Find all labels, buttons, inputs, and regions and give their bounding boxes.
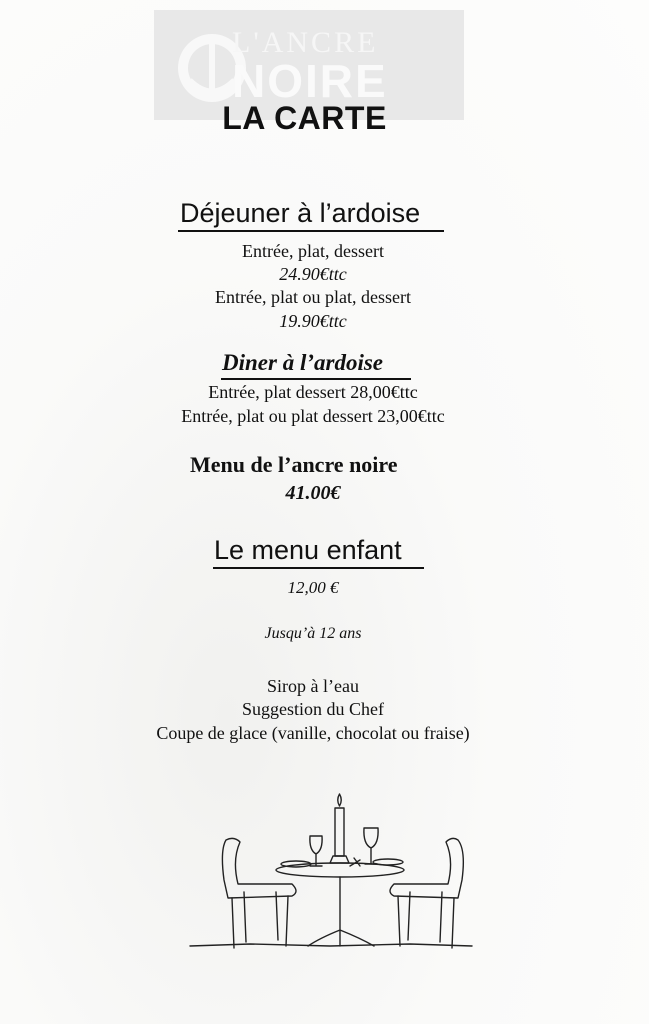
dejeuner-heading: Déjeuner à l’ardoise xyxy=(180,198,421,228)
diner-line-1: Entrée, plat dessert 28,00€ttc xyxy=(208,382,418,402)
diner-heading: Diner à l’ardoise xyxy=(222,350,383,375)
dejeuner-line-1: Entrée, plat, dessert xyxy=(242,241,384,261)
diner-line-2: Entrée, plat ou plat dessert 23,00€ttc xyxy=(181,406,445,426)
ancre-heading: Menu de l’ancre noire xyxy=(190,452,398,477)
logo-top-text: L'ANCRE xyxy=(232,26,379,59)
enfant-item-3: Coupe de glace (vanille, chocolat ou fraise) xyxy=(156,723,470,743)
dinner-table-illustration xyxy=(180,780,480,960)
diner-underline xyxy=(221,378,411,380)
dejeuner-underline xyxy=(178,230,444,232)
enfant-heading: Le menu enfant xyxy=(214,535,402,565)
enfant-price: 12,00 € xyxy=(287,578,339,597)
enfant-item-1: Sirop à l’eau xyxy=(267,676,359,696)
dejeuner-line-2: Entrée, plat ou plat, dessert xyxy=(215,287,411,307)
dejeuner-price-1: 24.90€ttc xyxy=(279,264,347,284)
enfant-underline xyxy=(213,567,424,569)
page-title: LA CARTE xyxy=(222,100,387,136)
logo-main-text: NOIRE xyxy=(232,55,388,107)
ancre-price: 41.00€ xyxy=(285,482,341,504)
dejeuner-price-2: 19.90€ttc xyxy=(279,311,347,331)
enfant-age-limit: Jusqu’à 12 ans xyxy=(264,625,362,642)
enfant-item-2: Suggestion du Chef xyxy=(242,699,384,719)
candle-icon xyxy=(335,808,344,856)
